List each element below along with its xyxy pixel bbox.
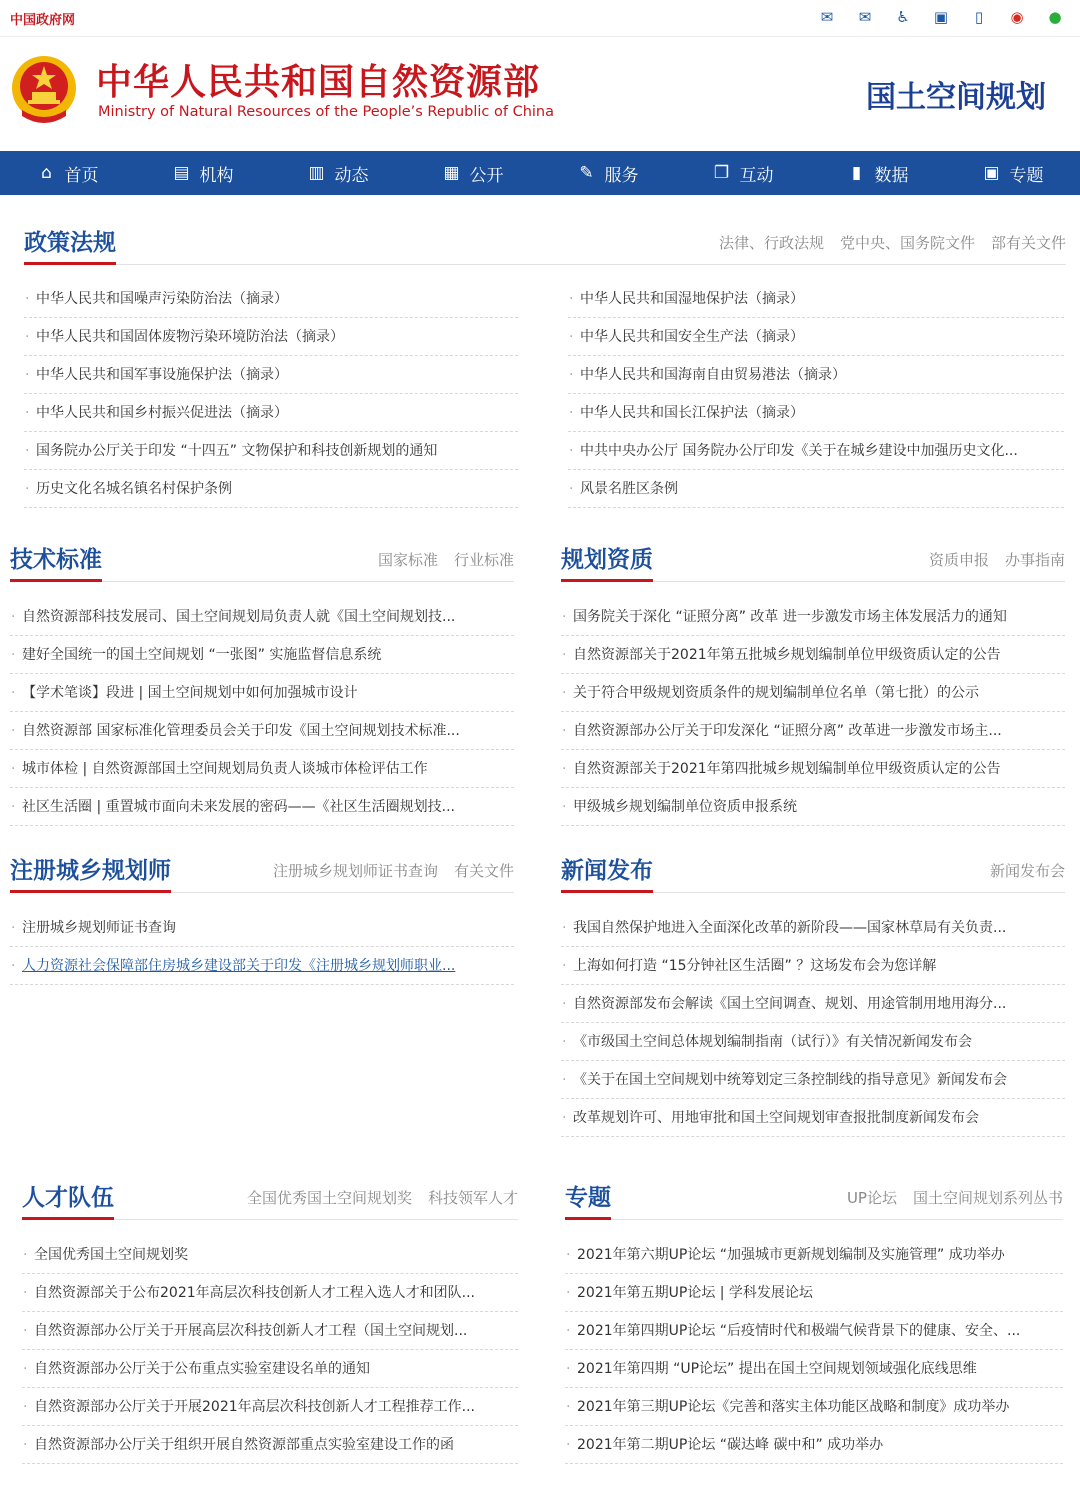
service-icon: ✎ (579, 163, 594, 183)
list-item[interactable]: · 中华人民共和国安全生产法（摘录） (568, 318, 1064, 356)
list-item[interactable]: · 自然资源部发布会解读《国土空间调查、规划、用途管制用地用海分... (561, 985, 1065, 1023)
list-item[interactable]: · 2021年第四期UP论坛 “后疫情时代和极端气候背景下的健康、安全、... (565, 1312, 1063, 1350)
list-item[interactable]: · 国务院关于深化 “证照分离” 改革 进一步激发市场主体发展活力的通知 (561, 598, 1065, 636)
list-item[interactable]: · 自然资源部办公厅关于公布重点实验室建设名单的通知 (22, 1350, 518, 1388)
home-icon: ⌂ (41, 163, 52, 183)
list-item[interactable]: · 全国优秀国土空间规划奖 (22, 1236, 518, 1274)
section-link[interactable]: 科技领军人才 (427, 1189, 518, 1207)
public-icon: ▦ (443, 163, 460, 183)
policy-list-left (24, 280, 518, 508)
nav-news[interactable]: ▥ 动态 (308, 163, 369, 186)
section-link[interactable]: 国土空间规划系列丛书 (912, 1189, 1063, 1207)
list-item[interactable]: · 2021年第四期 “UP论坛” 提出在国土空间规划领域强化底线思维 (565, 1350, 1063, 1388)
nav-organization[interactable]: ▤ 机构 (173, 163, 234, 186)
list-item[interactable]: · 自然资源部办公厅关于印发深化 “证照分离” 改革进一步激发市场主... (561, 712, 1065, 750)
data-icon: ▮ (851, 163, 862, 183)
list-item[interactable]: · 自然资源部科技发展司、国土空间规划局负责人就《国土空间规划技... (10, 598, 514, 636)
talent-section (22, 1173, 518, 1464)
list-item[interactable]: · 2021年第六期UP论坛 “加强城市更新规划编制及实施管理” 成功举办 (565, 1236, 1063, 1274)
wechat-icon[interactable]: ● (1048, 8, 1062, 26)
section-link[interactable]: 新闻发布会 (989, 862, 1065, 880)
special-section (565, 1173, 1063, 1464)
list-item[interactable]: · 注册城乡规划师证书查询 (10, 909, 514, 947)
list-item[interactable]: · 中共中央办公厅 国务院办公厅印发《关于在城乡建设中加强历史文化... (568, 432, 1064, 470)
list-item[interactable]: · 中华人民共和国湿地保护法（摘录） (568, 280, 1064, 318)
list-item[interactable]: · 社区生活圈 | 重置城市面向未来发展的密码——《社区生活圈规划技... (10, 788, 514, 826)
nav-public[interactable]: ▦ 公开 (443, 163, 504, 186)
section-link[interactable]: 法律、行政法规 (718, 234, 824, 252)
section-link[interactable]: 党中央、国务院文件 (839, 234, 975, 252)
list-item[interactable]: · 关于符合甲级规划资质条件的规划编制单位名单（第七批）的公示 (561, 674, 1065, 712)
section-title: 人才队伍 (22, 1179, 114, 1220)
list-item[interactable]: · 《市级国土空间总体规划编制指南（试行）》有关情况新闻发布会 (561, 1023, 1065, 1061)
ministry-name-en: Ministry of Natural Resources of the People’s Republic of China (98, 104, 555, 120)
main-nav (0, 151, 1080, 195)
list-item[interactable]: · 中华人民共和国军事设施保护法（摘录） (24, 356, 518, 394)
section-link[interactable]: 有关文件 (453, 862, 514, 880)
list-item[interactable]: · 2021年第三期UP论坛《完善和落实主体功能区战略和制度》成功举办 (565, 1388, 1063, 1426)
section-link[interactable]: 办事指南 (1004, 551, 1065, 569)
list-item[interactable]: · 城市体检 | 自然资源部国土空间规划局负责人谈城市体检评估工作 (10, 750, 514, 788)
qualification-section (561, 535, 1065, 826)
list-item[interactable]: · 2021年第五期UP论坛 | 学科发展论坛 (565, 1274, 1063, 1312)
news-icon: ▥ (308, 163, 325, 183)
ministry-name-cn: 中华人民共和国自然资源部 (96, 62, 541, 103)
list-item[interactable]: · 建好全国统一的国土空间规划 “一张图” 实施监督信息系统 (10, 636, 514, 674)
section-link[interactable]: UP论坛 (846, 1189, 897, 1207)
section-link[interactable]: 注册城乡规划师证书查询 (272, 862, 438, 880)
section-link[interactable]: 资质申报 (928, 551, 989, 569)
list-item[interactable]: · 国务院办公厅关于印发 “十四五” 文物保护和科技创新规划的通知 (24, 432, 518, 470)
list-item[interactable]: · 《关于在国土空间规划中统筹划定三条控制线的指导意见》新闻发布会 (561, 1061, 1065, 1099)
section-title: 专题 (565, 1179, 611, 1220)
list-item[interactable]: · 自然资源部办公厅关于开展高层次科技创新人才工程（国土空间规划... (22, 1312, 518, 1350)
list-item[interactable]: · 中华人民共和国固体废物污染环境防治法（摘录） (24, 318, 518, 356)
news-list (561, 909, 1065, 1137)
mobile-icon[interactable]: ▯ (974, 8, 984, 26)
section-link[interactable]: 行业标准 (453, 551, 514, 569)
section-title: 技术标准 (10, 541, 102, 582)
qualification-list (561, 598, 1065, 826)
list-item[interactable]: · 自然资源部关于2021年第五批城乡规划编制单位甲级资质认定的公告 (561, 636, 1065, 674)
weibo-icon[interactable]: ◉ (1010, 8, 1024, 26)
list-item[interactable]: · 甲级城乡规划编制单位资质申报系统 (561, 788, 1065, 826)
list-item[interactable]: · 中华人民共和国乡村振兴促进法（摘录） (24, 394, 518, 432)
list-item[interactable]: · 2021年第二期UP论坛 “碳达峰 碳中和” 成功举办 (565, 1426, 1063, 1464)
section-title: 新闻发布 (561, 852, 653, 893)
list-item[interactable]: · 中华人民共和国长江保护法（摘录） (568, 394, 1064, 432)
list-item[interactable]: · 【学术笔谈】段进 | 国土空间规划中如何加强城市设计 (10, 674, 514, 712)
list-item-link[interactable]: · 人力资源社会保障部住房城乡建设部关于印发《注册城乡规划师职业... (10, 947, 514, 985)
organization-icon: ▤ (173, 163, 190, 183)
list-item[interactable]: · 中华人民共和国海南自由贸易港法（摘录） (568, 356, 1064, 394)
gov-portal-link[interactable]: 中国政府网 (10, 13, 76, 28)
policy-section (24, 218, 1066, 265)
nav-service[interactable]: ✎ 服务 (540, 151, 675, 195)
list-item[interactable]: · 历史文化名城名镇名村保护条例 (24, 470, 518, 508)
list-item[interactable]: · 我国自然保护地进入全面深化改革的新阶段——国家林草局有关负责... (561, 909, 1065, 947)
section-title: 政策法规 (24, 224, 116, 265)
list-item[interactable]: · 风景名胜区条例 (568, 470, 1064, 508)
list-item[interactable]: · 自然资源部办公厅关于开展2021年高层次科技创新人才工程推荐工作... (22, 1388, 518, 1426)
nav-special[interactable]: ▣ 专题 (983, 163, 1044, 186)
nav-home[interactable]: ⌂ 首页 (0, 151, 135, 195)
list-item[interactable]: · 改革规划许可、用地审批和国土空间规划审查报批制度新闻发布会 (561, 1099, 1065, 1137)
section-title: 注册城乡规划师 (10, 852, 171, 893)
section-link[interactable]: 部有关文件 (990, 234, 1066, 252)
interaction-icon: ❐ (713, 163, 730, 183)
list-item[interactable]: · 自然资源部办公厅关于组织开展自然资源部重点实验室建设工作的函 (22, 1426, 518, 1464)
special-icon: ▣ (983, 163, 1000, 183)
list-item[interactable]: · 上海如何打造 “15分钟社区生活圈” ？这场发布会为您详解 (561, 947, 1065, 985)
mailbox-icon[interactable]: ✉ (858, 8, 872, 26)
national-emblem-icon (10, 54, 78, 126)
planner-list (10, 909, 514, 985)
list-item[interactable]: · 自然资源部关于2021年第四批城乡规划编制单位甲级资质认定的公告 (561, 750, 1065, 788)
site-title: 国土空间规划 (866, 80, 1046, 115)
list-item[interactable]: · 自然资源部 国家标准化管理委员会关于印发《国土空间规划技术标准... (10, 712, 514, 750)
tech-section (10, 535, 514, 826)
talent-list (22, 1236, 518, 1464)
special-list (565, 1236, 1063, 1464)
tech-list (10, 598, 514, 826)
section-link[interactable]: 全国优秀国土空间规划奖 (246, 1189, 412, 1207)
news-section (561, 846, 1065, 1137)
planner-section (10, 846, 514, 985)
list-item[interactable]: · 中华人民共和国噪声污染防治法（摘录） (24, 280, 518, 318)
nav-interaction[interactable]: ❐ 互动 (675, 151, 810, 195)
app-icon[interactable]: ▣ (933, 8, 949, 26)
policy-list-right (568, 280, 1064, 508)
section-link[interactable]: 国家标准 (377, 551, 438, 569)
accessibility-icon[interactable]: ♿ (896, 8, 910, 26)
list-item[interactable]: · 自然资源部关于公布2021年高层次科技创新人才工程入选人才和团队... (22, 1274, 518, 1312)
top-bar (0, 0, 1080, 37)
section-title: 规划资质 (561, 541, 653, 582)
top-icon-group (816, 6, 1066, 28)
nav-data[interactable]: ▮ 数据 (810, 151, 945, 195)
mail-icon[interactable]: ✉ (820, 8, 834, 26)
site-header (0, 36, 1080, 150)
